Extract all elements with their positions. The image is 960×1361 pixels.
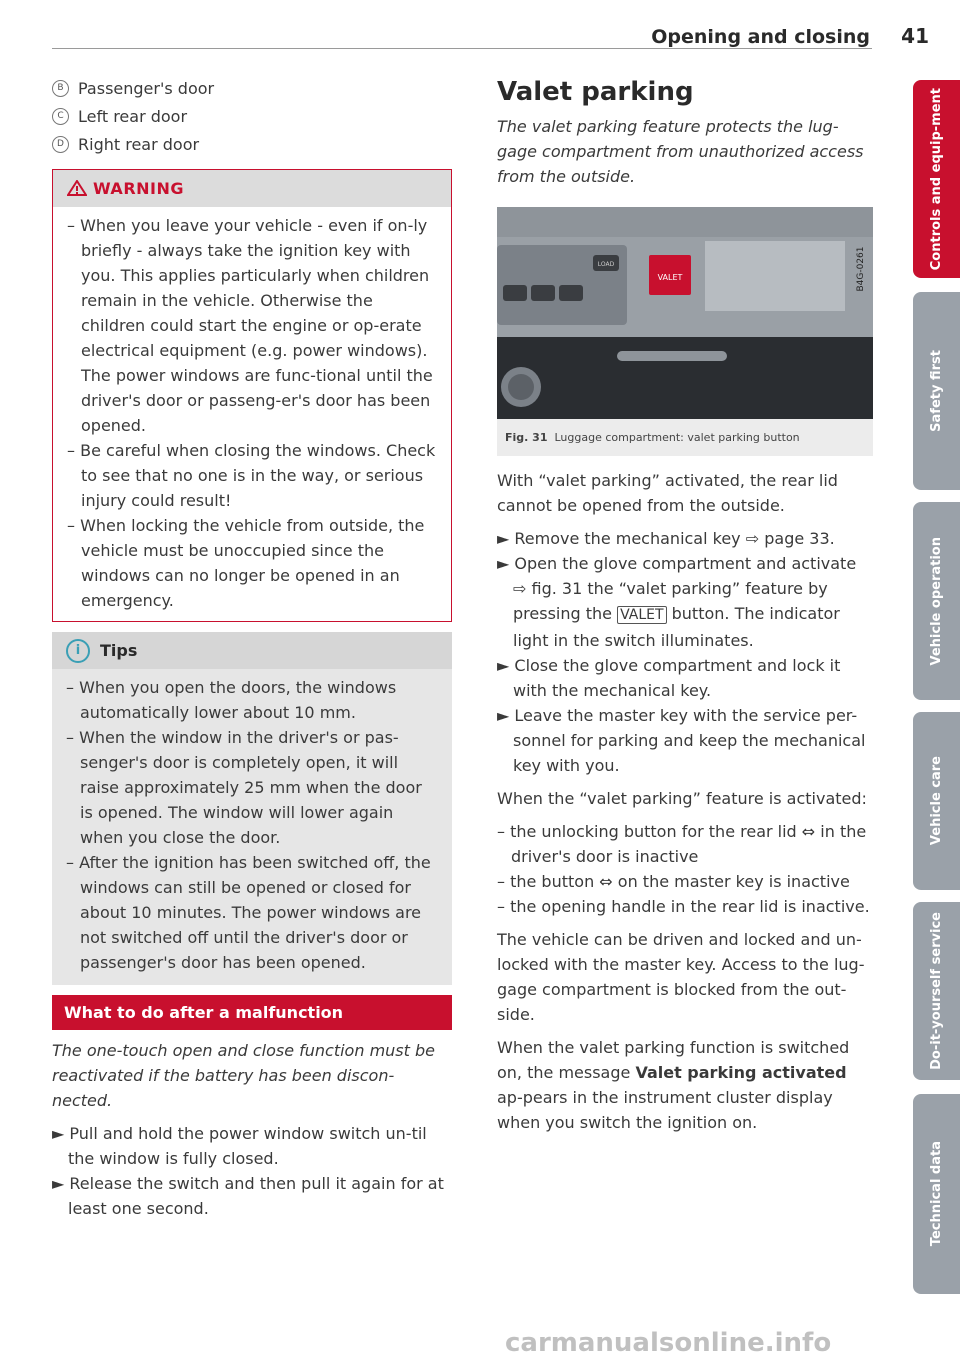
warning-item: – When you leave your vehicle - even if on-ly briefly - always take the ignition key with you. This applies particularly when children remain in the vehicle. Otherwise the children could start the engine or op-erate electrical equipment (e.g. power windows). The power windows are func-tional until the driver's door or passeng-er's door has been opened. [67,216,433,435]
info-icon: i [66,639,90,663]
warning-title: WARNING [93,179,184,198]
step-item: ► Release the switch and then pull it again for at least one second. [52,1174,444,1218]
tab-vehicle-operation[interactable]: Vehicle operation [913,502,960,700]
load-label: LOAD [597,261,615,268]
valet-button-label: VALET [657,273,683,282]
glove-compartment-photo [497,207,873,419]
step-item: ► Leave the master key with the service per-sonnel for parking and keep the mechanical key with you. [497,706,866,775]
dash-item: – the unlocking button for the rear lid ⇔ in the driver's door is inactive [497,822,867,866]
circle-letter-icon: C [52,108,69,125]
paragraph: When the “valet parking” feature is activated: [497,789,867,808]
door-item [52,76,452,101]
section-intro: The one-touch open and close function must be reactivated if the battery has been discon-nected. [52,1041,435,1110]
valet-intro: The valet parking feature protects the lug-gage compartment from unauthorized access from the outside. [497,117,864,186]
circle-letter-icon: B [52,80,69,97]
tips-title: Tips [100,641,138,660]
door-item [52,104,452,129]
watermark: carmanualsonline.info [505,1328,832,1358]
warning-item: – Be careful when closing the windows. Check to see that no one is in the way, or serious injury could result! [67,441,436,510]
dash-item: – the opening handle in the rear lid is inactive. [497,897,870,916]
paragraph: The vehicle can be driven and locked and un-locked with the master key. Access to the lug-gage compartment is blocked from the out-side. [497,930,865,1024]
tips-box [52,632,452,985]
circle-letter-icon: D [52,136,69,153]
page-section-title: Opening and closing [651,26,870,48]
paragraph: When the valet parking function is switched on, the message Valet parking activated ap-pears in the instrument cluster display when you switch the ignition on. [497,1038,850,1132]
door-label: Left rear door [78,107,188,126]
page-number: 41 [901,24,929,48]
tab-technical-data[interactable]: Technical data [913,1094,960,1294]
section-heading: What to do after a malfunction [52,995,452,1030]
dash-item: – the button ⇔ on the master key is inactive [497,872,850,891]
warning-box [52,169,452,622]
figure-31 [497,207,873,456]
step-item: ► Open the glove compartment and activate ⇨ fig. 31 the “valet parking” feature by pressing the VALET button. The indicator light in the switch illuminates. [497,554,857,650]
left-column [52,76,452,1221]
tips-item: – When the window in the driver's or pas-senger's door is completely open, it will raise approximately 25 mm when the door is opened. The window will lower again when you close the door. [66,728,422,847]
tab-safety-first[interactable]: Safety first [913,292,960,490]
tips-header [52,632,452,669]
warning-triangle-icon [67,180,87,196]
warning-item: – When locking the vehicle from outside, the vehicle must be unoccupied since the windows can no longer be opened in an emergency. [67,516,425,610]
right-column [497,76,873,1135]
figure-caption: Fig. 31 Luggage compartment: valet parking button [505,431,800,444]
tips-item: – After the ignition has been switched off, the windows can still be opened or closed for about 10 minutes. The power windows are not switched off until the driver's door or passenger's door has been opened. [66,853,431,972]
tab-do-it-yourself-service[interactable]: Do-it-yourself service [913,902,960,1080]
door-label: Right rear door [78,135,200,154]
step-item: ► Pull and hold the power window switch un-til the window is fully closed. [52,1124,427,1168]
step-item: ► Close the glove compartment and lock it with the mechanical key. [497,656,841,700]
figure-code: B4G-0261 [856,246,866,292]
paragraph: With “valet parking” activated, the rear lid cannot be opened from the outside. [497,471,838,515]
tips-item: – When you open the doors, the windows automatically lower about 10 mm. [66,678,397,722]
door-label: Passenger's door [78,79,215,98]
step-item: ► Remove the mechanical key ⇨ page 33. [497,529,835,548]
main-heading: Valet parking [497,77,694,107]
tab-controls-and-equipment[interactable]: Controls and equip-ment [913,80,960,278]
warning-header [53,170,451,207]
valet-key-label: VALET [617,606,666,624]
door-item [52,132,452,157]
header-rule [52,48,872,49]
tab-vehicle-care[interactable]: Vehicle care [913,712,960,890]
